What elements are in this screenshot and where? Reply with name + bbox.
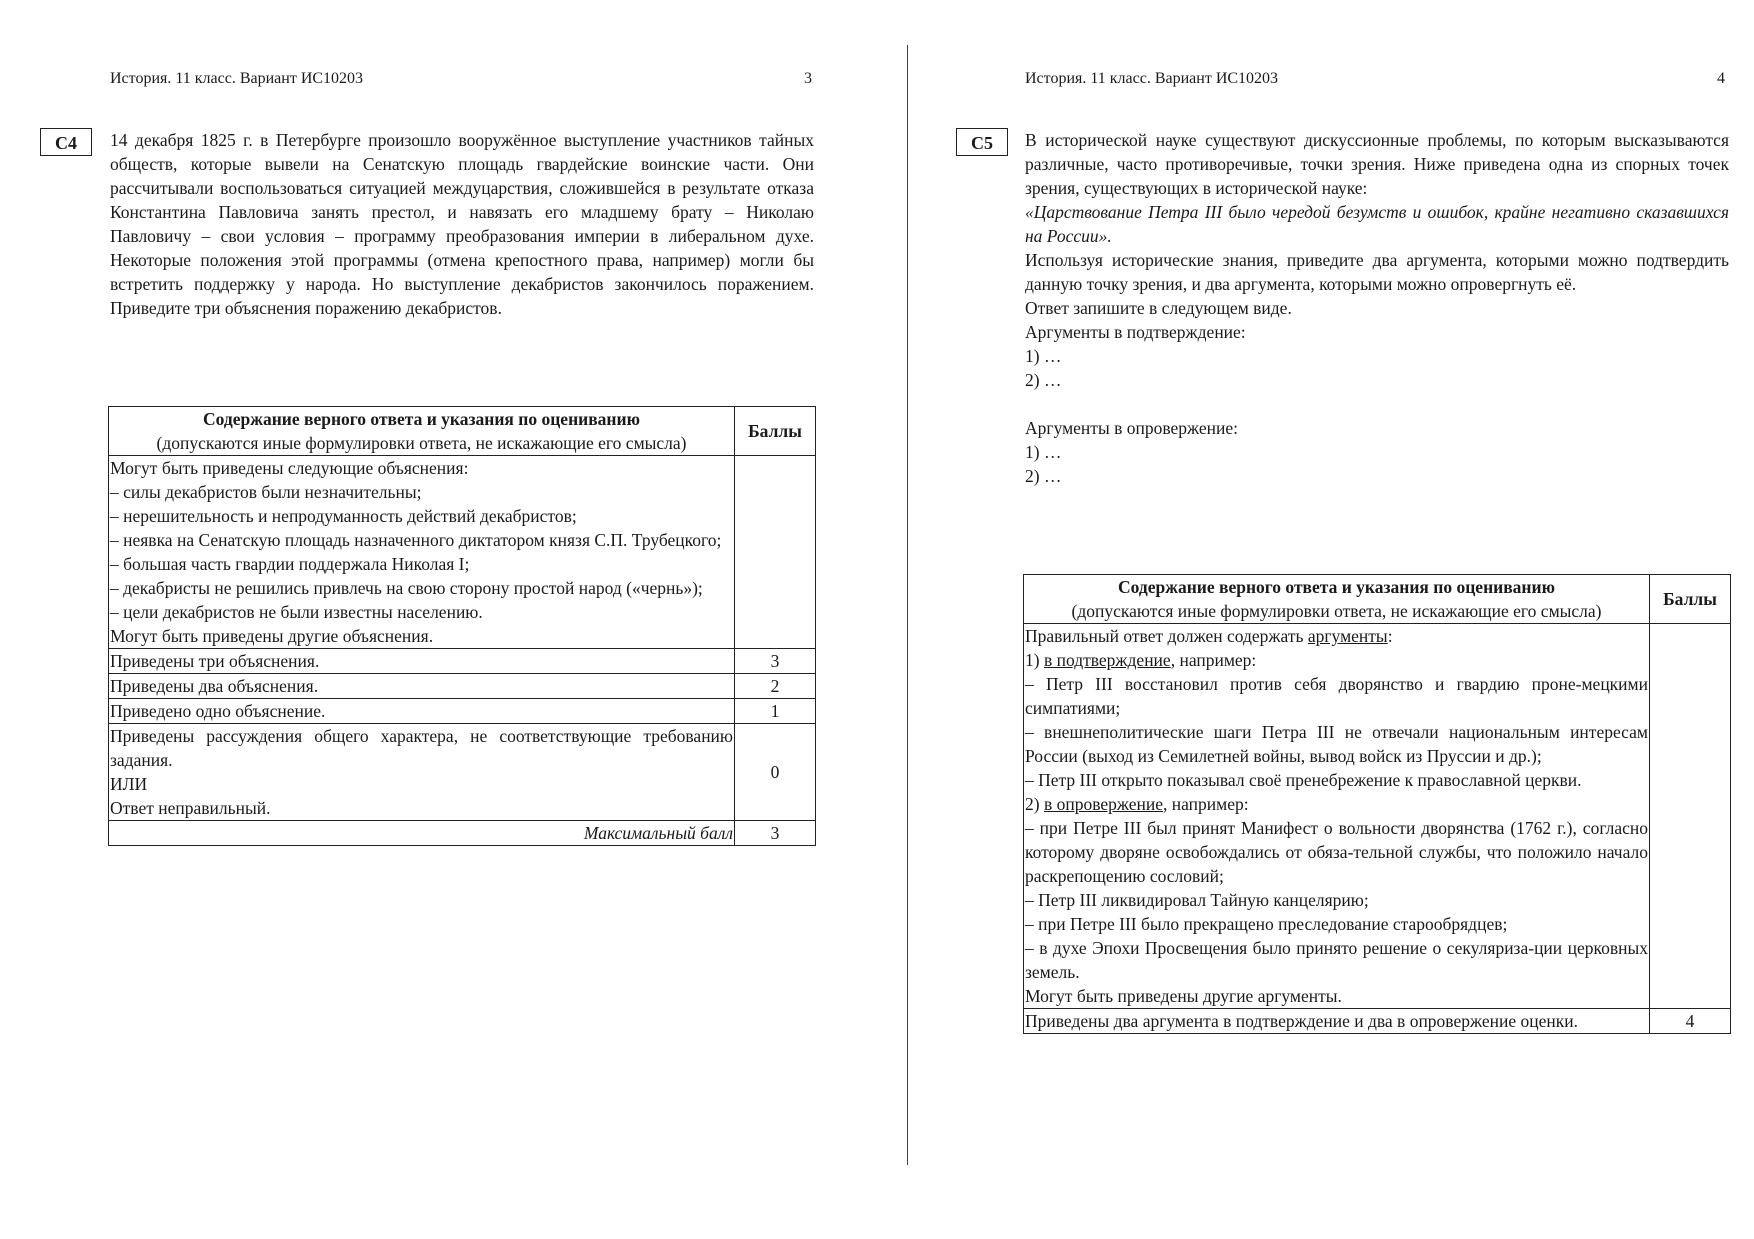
criterion-points: 4 [1650,1009,1731,1034]
max-score-row [109,821,816,846]
table-row [109,674,816,699]
criterion-text: Приведены два аргумента в подтверждение и два в опровержение оценки. [1024,1009,1650,1034]
table-header-row [109,407,816,456]
content-line: – цели декабристов не были известны населению. [110,602,483,622]
grading-table [1023,574,1731,1034]
spacer [1025,392,1729,416]
grading-table [108,406,816,846]
task-intro: В исторической науке существуют дискуссионные проблемы, по которым высказываются различные, часто противоречивые, точки зрения. Ниже приведена одна из спорных точек зрения, существующих в исторической науке: [1025,130,1729,198]
header-content-cell [109,407,735,456]
criterion-points: 1 [735,699,816,724]
table-row [109,456,816,649]
page-header [1025,70,1725,88]
table-row [109,724,816,821]
content-line: – Петр III ликвидировал Тайную канцелярию; [1025,890,1369,910]
content-line: – при Петре III был принят Манифест о вольности дворянства (1762 г.), согласно которому дворяне освобождались от обяза-тельной службы, что положило начало раскрепощению сословий; [1025,818,1648,886]
page-number: 4 [1717,70,1725,87]
task-tag: С5 [956,128,1008,156]
content-line: – нерешительность и непродуманность действий декабристов; [110,506,577,526]
zero-criterion-cell [109,724,735,821]
criterion-text: Приведены три объяснения. [109,649,735,674]
content-text: 2) [1025,794,1044,814]
refute-item: 1) … [1025,442,1062,462]
underlined-term: в опровержение [1043,794,1164,814]
task-quote: «Царствование Петра III было чередой безумств и ошибок, крайне негативно сказавшихся на России». [1025,202,1729,246]
task-text [110,128,814,320]
content-text: , например: [1163,794,1249,814]
task-text [1025,128,1729,488]
confirm-item: 2) … [1025,370,1062,390]
table-row [1024,1009,1731,1034]
header-points: Баллы [748,421,802,441]
table-row [109,649,816,674]
criterion-points: 3 [735,649,816,674]
content-line [1025,624,1648,648]
header-title: Содержание верного ответа и указания по оцениванию [1118,577,1555,597]
page-right [912,0,1754,1239]
criterion-line: Приведены рассуждения общего характера, не соответствующие требованию задания. [110,726,733,770]
content-line: – в духе Эпохи Просвещения было принято решение о секуляриза-ции церковных земель. [1025,938,1648,982]
max-score-label: Максимальный балл [109,821,735,846]
confirm-item: 1) … [1025,346,1062,366]
content-text: Правильный ответ должен содержать [1025,626,1308,646]
content-cell [109,456,735,649]
content-line: – большая часть гвардии поддержала Николая I; [110,554,470,574]
content-line: Могут быть приведены другие аргументы. [1025,986,1342,1006]
content-line: Могут быть приведены следующие объяснения: [110,458,469,478]
criterion-points: 2 [735,674,816,699]
content-text: : [1387,626,1393,646]
content-cell [1024,624,1650,1009]
criterion-line: Ответ неправильный. [110,798,271,818]
refute-label: Аргументы в опровержение: [1025,418,1238,438]
content-line [1025,792,1648,816]
max-score-value: 3 [735,821,816,846]
content-line: Могут быть приведены другие объяснения. [110,626,434,646]
header-points-cell [735,407,816,456]
table-row [1024,624,1731,1009]
header-subtitle: (допускаются иные формулировки ответа, не искажающие его смысла) [156,433,687,453]
header-title: Содержание верного ответа и указания по оцениванию [203,409,640,429]
content-line: – декабристы не решились привлечь на свою сторону простой народ («чернь»); [110,578,703,598]
header-title: История. 11 класс. Вариант ИС10203 [1025,70,1279,87]
content-line: – внешнеполитические шаги Петра III не отвечали национальным интересам России (выход из Семилетней войны, вывод войск из Пруссии и др.); [1025,722,1648,766]
content-text: , например: [1170,650,1257,670]
confirm-label: Аргументы в подтверждение: [1025,322,1246,342]
content-line: – Петр III открыто показывал своё пренебрежение к православной церкви. [1025,770,1582,790]
content-text: 1) [1025,650,1044,670]
empty-points-cell [1650,624,1731,1009]
content-line [1025,648,1648,672]
header-points-cell [1650,575,1731,624]
content-line: – неявка на Сенатскую площадь назначенного диктатором князя С.П. Трубецкого; [110,530,722,550]
page-header [110,70,812,88]
content-line: – силы декабристов были незначительны; [110,482,422,502]
table-row [109,699,816,724]
task-paragraph: 14 декабря 1825 г. в Петербурге произошло вооружённое выступление участников тайных обществ, которые вывели на Сенатскую площадь гвардейские воинские части. Они рассчитывали воспользоваться ситуацией междуцарствия, сложившейся в результате отказа Константина Павловича занять престол, и навязать его младшему брату – Николаю Павловичу – свои условия – программу преобразования империи в либеральном духе. Некоторые положения этой программы (отмена крепостного права, например) могли бы встретить поддержку у народа. Но выступление декабристов закончилось поражением. Приведите три объяснения поражению декабристов. [110,130,814,318]
header-title: История. 11 класс. Вариант ИС10203 [110,70,364,87]
header-subtitle: (допускаются иные формулировки ответа, не искажающие его смысла) [1071,601,1602,621]
content-line: – Петр III восстановил против себя дворянство и гвардию проне-мецкими симпатиями; [1025,674,1648,718]
page-divider [907,45,908,1165]
refute-item: 2) … [1025,466,1062,486]
underlined-term: аргументы [1307,626,1388,646]
underlined-term: в подтверждение [1043,650,1171,670]
empty-points-cell [735,456,816,649]
criterion-line: ИЛИ [110,774,148,794]
header-content-cell [1024,575,1650,624]
content-line: – при Петре III было прекращено преследование старообрядцев; [1025,914,1508,934]
task-tag: С4 [40,128,92,156]
table-header-row [1024,575,1731,624]
page-number: 3 [804,70,812,87]
criterion-text: Приведены два объяснения. [109,674,735,699]
task-format-line: Ответ запишите в следующем виде. [1025,298,1292,318]
criterion-text: Приведено одно объяснение. [109,699,735,724]
criterion-points: 0 [735,724,816,821]
header-points: Баллы [1663,589,1717,609]
task-instruction: Используя исторические знания, приведите два аргумента, которыми можно подтвердить данную точку зрения, и два аргумента, которыми можно опровергнуть её. [1025,250,1729,294]
